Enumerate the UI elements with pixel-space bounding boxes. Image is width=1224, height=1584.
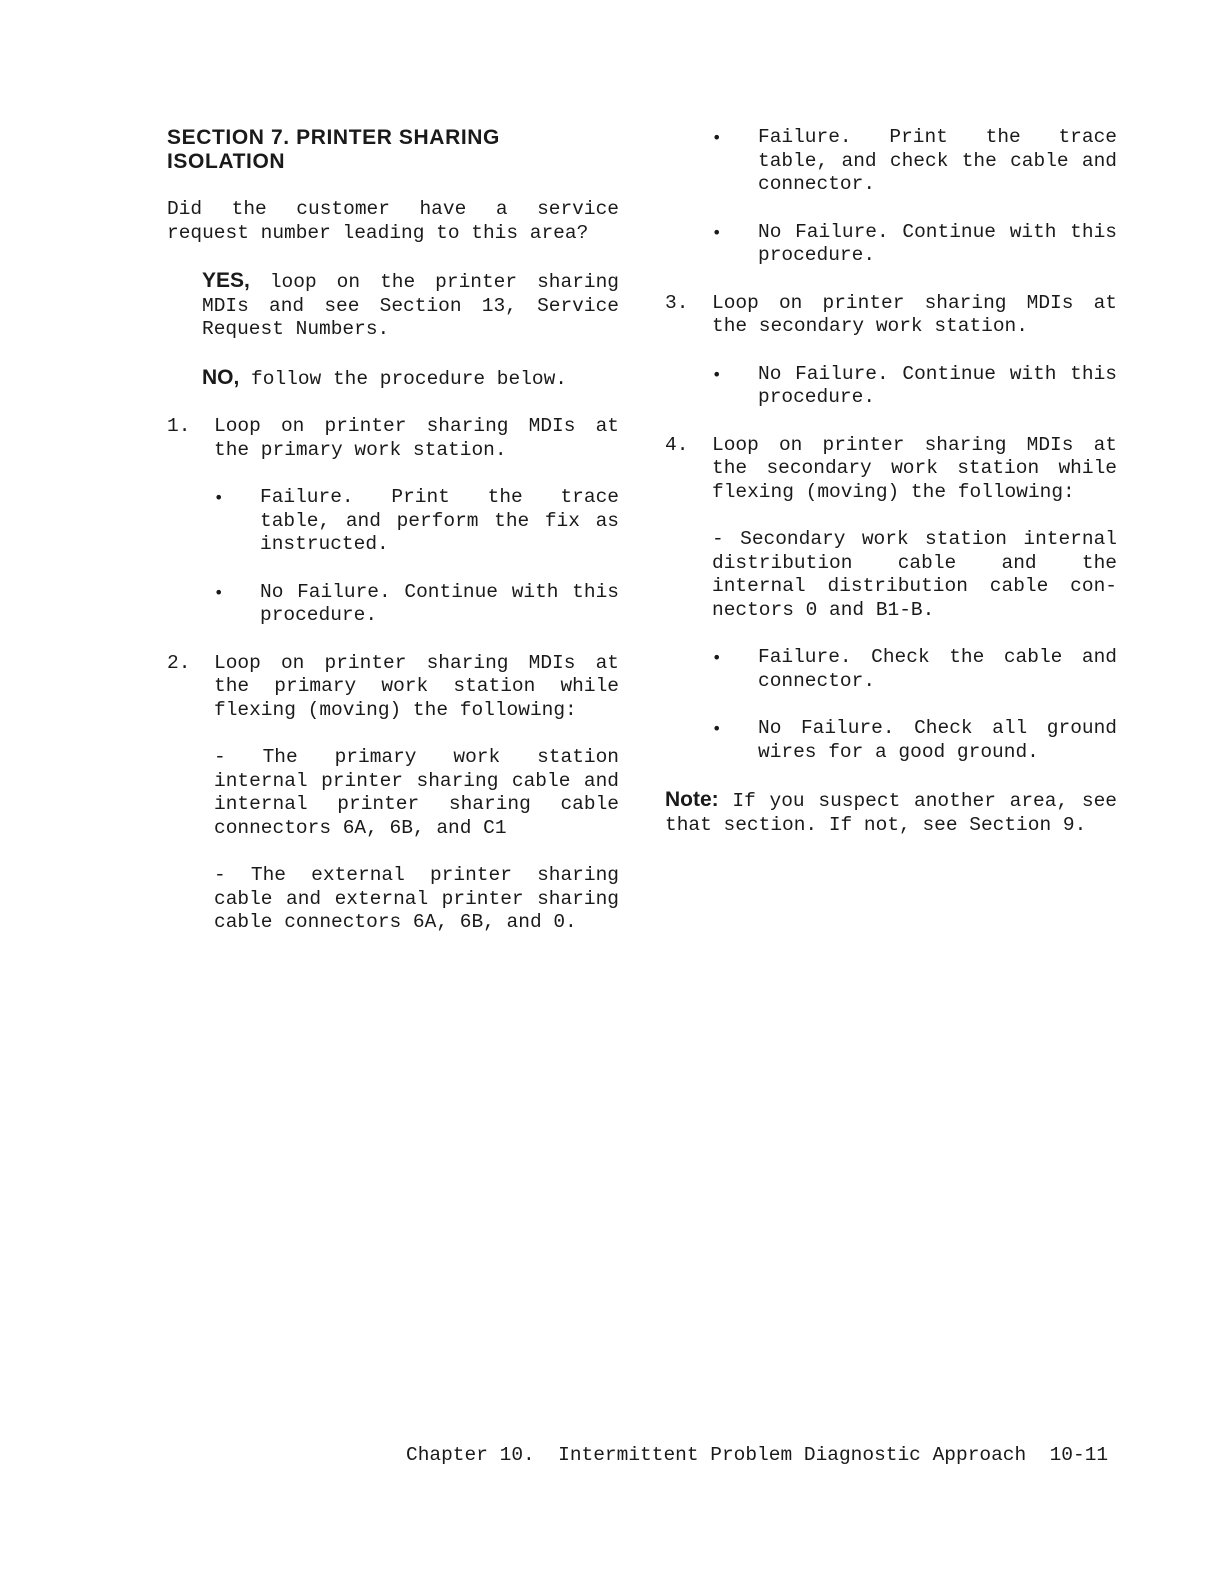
intro-question: Did the customer have a service request number leading to this area? (167, 198, 619, 244)
bullet-text: No Failure. Continue with this procedure. (260, 580, 619, 626)
bullet-icon: • (712, 222, 722, 242)
no-answer (202, 366, 619, 392)
list-item (712, 363, 1117, 410)
bullet-icon: • (712, 648, 722, 667)
step-2 (167, 652, 619, 723)
dash-item: - Secondary work station internal distribution cable and the internal distribution cable con-nectors 0 and B1-B. (712, 528, 1117, 621)
bullet-text: No Failure. Check all ground wires for a good ground. (758, 717, 1117, 763)
bullet-icon: • (712, 364, 722, 384)
step-number: 3. (665, 291, 689, 314)
step-number: 1. (167, 415, 191, 437)
bullet-text: Failure. Check the cable and connector. (758, 646, 1117, 692)
section-heading-line-2: ISOLATION (167, 150, 286, 173)
note-label: Note: (665, 788, 719, 811)
list-item (712, 646, 1117, 693)
step-3 (665, 292, 1117, 339)
list-item (214, 581, 619, 628)
step-4 (665, 434, 1117, 505)
step-number: 2. (167, 651, 191, 674)
yes-text: loop on the printer sharing MDIs and see Section 13, Service Request Numbers. (202, 271, 619, 340)
no-label: NO, (202, 365, 240, 389)
bullet-text: Failure. Print the trace table, and perform the fix as instructed. (260, 486, 619, 555)
no-text: follow the procedure below. (239, 367, 567, 390)
dash-item: - The primary work station internal printer sharing cable and internal printer sharing cable connectors 6A, 6B, and C1 (214, 746, 619, 839)
bullet-icon: • (712, 128, 722, 147)
step-number: 4. (665, 433, 689, 456)
step-text: Loop on printer sharing MDIs at the primary work station. (214, 415, 619, 461)
list-item (712, 126, 1117, 197)
yes-answer (202, 269, 619, 342)
bullet-text: No Failure. Continue with this procedure. (758, 362, 1117, 408)
bullet-icon: • (214, 582, 224, 602)
step-text: Loop on printer sharing MDIs at the primary work station while flexing (moving) the following: (214, 651, 619, 721)
bullet-text: No Failure. Continue with this procedure. (758, 220, 1117, 266)
step-1 (167, 415, 619, 462)
right-column (665, 126, 1117, 837)
step-text: Loop on printer sharing MDIs at the secondary work station while flexing (moving) the following: (712, 433, 1117, 503)
page-footer: Chapter 10. Intermittent Problem Diagnostic Approach 10-11 (406, 1444, 1109, 1466)
dash-item: - The external printer sharing cable and external printer sharing cable connectors 6A, 6B, and 0. (214, 864, 619, 933)
section-heading (167, 126, 619, 174)
left-column (167, 126, 619, 959)
step-text: Loop on printer sharing MDIs at the secondary work station. (712, 291, 1117, 337)
list-item (712, 717, 1117, 764)
note-text: If you suspect another area, see that section. If not, see Section 9. (665, 790, 1117, 836)
note (665, 788, 1117, 837)
list-item (214, 486, 619, 557)
bullet-icon: • (712, 719, 722, 738)
yes-label: YES, (202, 269, 250, 292)
list-item (712, 221, 1117, 268)
bullet-text: Failure. Print the trace table, and check the cable and connector. (758, 126, 1117, 195)
section-heading-line-1: SECTION 7. PRINTER SHARING (167, 126, 500, 149)
bullet-icon: • (214, 488, 224, 507)
